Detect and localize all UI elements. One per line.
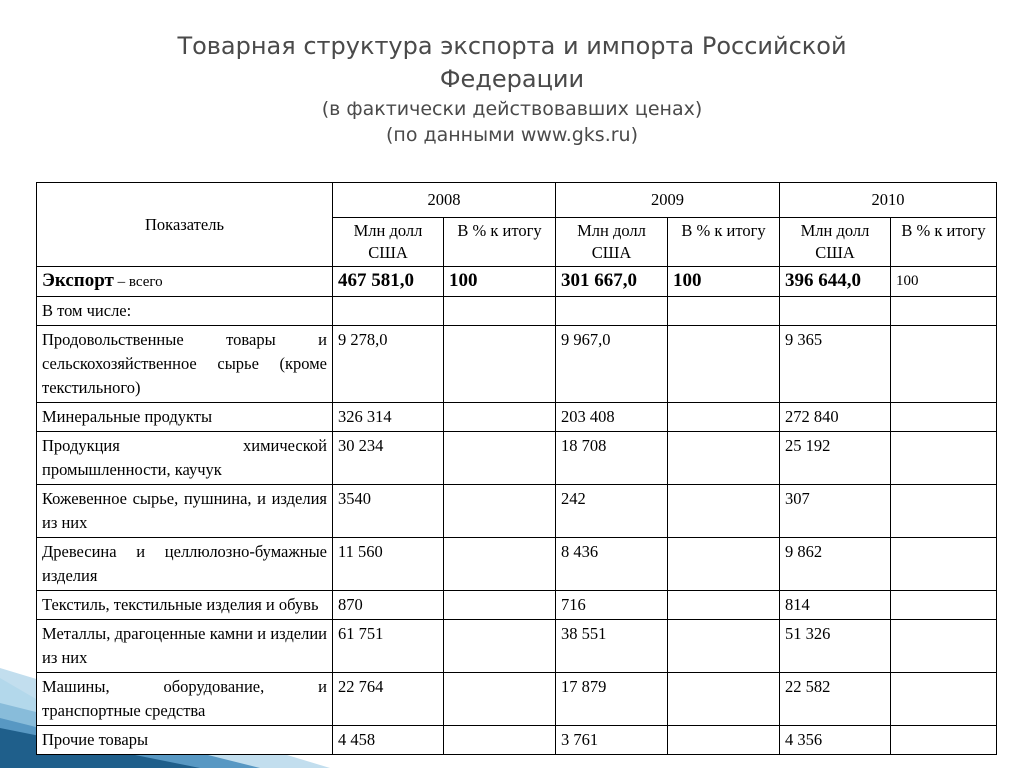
percent-2010: [891, 485, 997, 538]
value-2010: 272 840: [780, 403, 891, 432]
value-2009: 716: [556, 591, 668, 620]
percent-2008: [444, 591, 556, 620]
unit-header-percent: В % к итогу: [891, 218, 997, 267]
percent-2008: [444, 726, 556, 755]
table-row: [37, 485, 997, 538]
value-2009: 203 408: [556, 403, 668, 432]
percent-2010: [891, 726, 997, 755]
export-total-label: [37, 267, 333, 297]
commodity-name: Машины, оборудование, и транспортные средства: [37, 673, 333, 726]
export-2010-value: 396 644,0: [780, 267, 891, 297]
table-row: [37, 538, 997, 591]
header-row-years: [37, 183, 997, 218]
export-label-bold: Экспорт: [42, 270, 114, 291]
commodity-name: Металлы, драгоценные камни и изделии из них: [37, 620, 333, 673]
value-2008: 870: [333, 591, 444, 620]
unit-header-percent: В % к итогу: [444, 218, 556, 267]
value-2008: 61 751: [333, 620, 444, 673]
percent-2009: [668, 403, 780, 432]
percent-2008: [444, 403, 556, 432]
table-row: [37, 673, 997, 726]
value-2009: 18 708: [556, 432, 668, 485]
indicator-header: Показатель: [37, 183, 333, 267]
percent-2010: [891, 326, 997, 403]
percent-2010: [891, 620, 997, 673]
commodity-rows: [37, 326, 997, 755]
value-2009: 38 551: [556, 620, 668, 673]
value-2008: 11 560: [333, 538, 444, 591]
table-row: [37, 432, 997, 485]
table-row: [37, 726, 997, 755]
slide-title: [0, 30, 1024, 148]
value-2008: 3540: [333, 485, 444, 538]
percent-2009: [668, 538, 780, 591]
value-2008: 326 314: [333, 403, 444, 432]
value-2010: 25 192: [780, 432, 891, 485]
value-2010: 51 326: [780, 620, 891, 673]
title-main: Товарная структура экспорта и импорта Российской Федерации: [177, 32, 847, 93]
title-subtitle-source: (по данными www.gks.ru): [385, 124, 639, 146]
value-2008: 9 278,0: [333, 326, 444, 403]
percent-2008: [444, 538, 556, 591]
commodity-name: Текстиль, текстильные изделия и обувь: [37, 591, 333, 620]
export-total-row: [37, 267, 997, 297]
percent-2009: [668, 591, 780, 620]
percent-2009: [668, 620, 780, 673]
unit-header-value: Млн долл США: [333, 218, 444, 267]
percent-2008: [444, 432, 556, 485]
percent-2010: [891, 673, 997, 726]
value-2009: 9 967,0: [556, 326, 668, 403]
export-2008-percent: 100: [444, 267, 556, 297]
unit-header-percent: В % к итогу: [668, 218, 780, 267]
percent-2009: [668, 326, 780, 403]
value-2009: 242: [556, 485, 668, 538]
table-row: [37, 403, 997, 432]
value-2009: 3 761: [556, 726, 668, 755]
percent-2009: [668, 673, 780, 726]
including-label: В том числе:: [37, 297, 333, 326]
table-row: [37, 620, 997, 673]
export-2009-value: 301 667,0: [556, 267, 668, 297]
commodity-name: Продукция химической промышленности, каучук: [37, 432, 333, 485]
export-structure-table: [36, 182, 997, 755]
including-row: [37, 297, 997, 326]
year-header-2009: 2009: [556, 183, 780, 218]
value-2008: 22 764: [333, 673, 444, 726]
value-2010: 9 862: [780, 538, 891, 591]
export-2009-percent: 100: [668, 267, 780, 297]
value-2010: 22 582: [780, 673, 891, 726]
export-2010-percent: 100: [891, 267, 997, 297]
title-subtitle-prices: (в фактически действовавших ценах): [321, 98, 703, 120]
percent-2010: [891, 538, 997, 591]
year-header-2010: 2010: [780, 183, 997, 218]
percent-2009: [668, 432, 780, 485]
unit-header-value: Млн долл США: [780, 218, 891, 267]
commodity-name: Минеральные продукты: [37, 403, 333, 432]
commodity-name: Кожевенное сырье, пушнина, и изделия из них: [37, 485, 333, 538]
commodity-name: Продовольственные товары и сельскохозяйственное сырье (кроме текстильного): [37, 326, 333, 403]
export-label-rest: – всего: [113, 274, 163, 290]
value-2010: 307: [780, 485, 891, 538]
value-2010: 9 365: [780, 326, 891, 403]
year-header-2008: 2008: [333, 183, 556, 218]
export-2008-value: 467 581,0: [333, 267, 444, 297]
percent-2010: [891, 591, 997, 620]
percent-2008: [444, 673, 556, 726]
percent-2008: [444, 485, 556, 538]
value-2010: 4 356: [780, 726, 891, 755]
percent-2010: [891, 403, 997, 432]
commodity-name: Древесина и целлюлозно-бумажные изделия: [37, 538, 333, 591]
value-2009: 8 436: [556, 538, 668, 591]
value-2010: 814: [780, 591, 891, 620]
commodity-name: Прочие товары: [37, 726, 333, 755]
percent-2008: [444, 326, 556, 403]
table-row: [37, 326, 997, 403]
percent-2010: [891, 432, 997, 485]
unit-header-value: Млн долл США: [556, 218, 668, 267]
percent-2008: [444, 620, 556, 673]
value-2008: 30 234: [333, 432, 444, 485]
value-2009: 17 879: [556, 673, 668, 726]
percent-2009: [668, 485, 780, 538]
table-row: [37, 591, 997, 620]
value-2008: 4 458: [333, 726, 444, 755]
percent-2009: [668, 726, 780, 755]
